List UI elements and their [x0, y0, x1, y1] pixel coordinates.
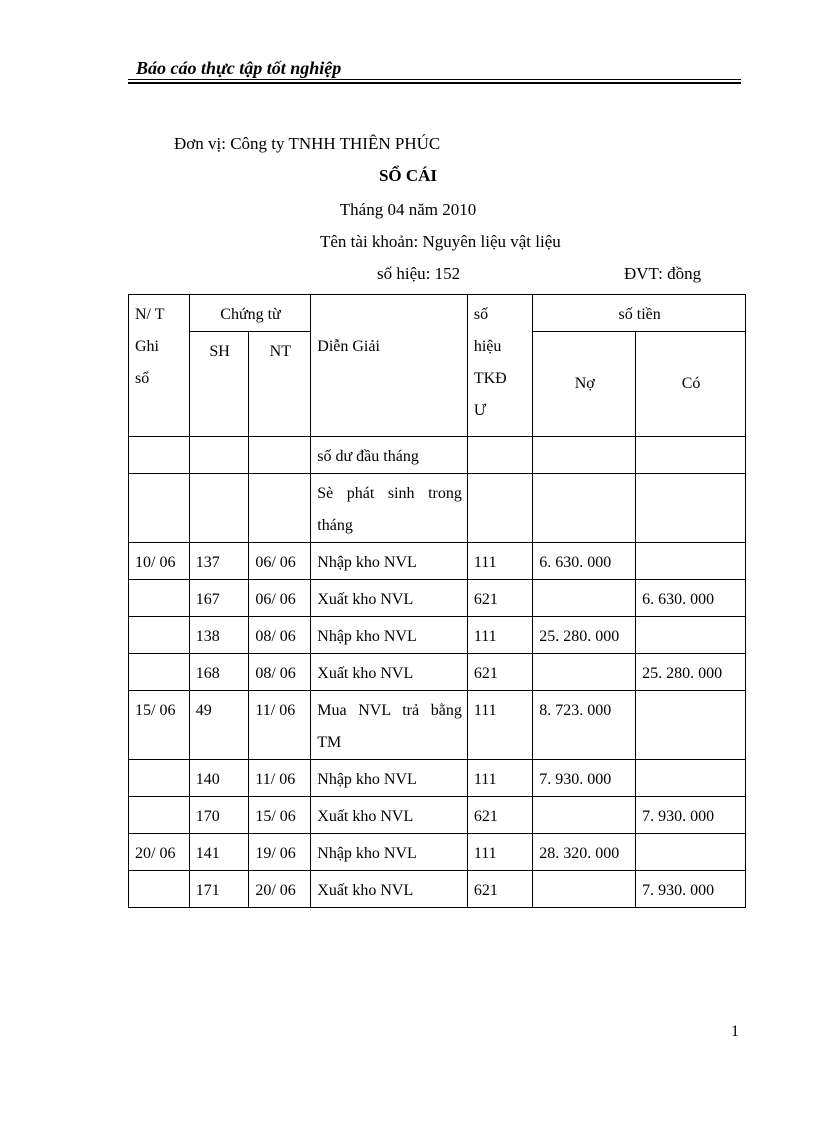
- header-nt-ghi-so: N/ T Ghi sổ: [129, 295, 190, 437]
- cell-tk: 621: [467, 654, 532, 691]
- cell-nt-ghi-so: [129, 617, 190, 654]
- cell-sh: 49: [189, 691, 249, 760]
- cell-dien-giai: Mua NVL trả bằng TM: [311, 691, 468, 760]
- cell-co: 7. 930. 000: [636, 797, 746, 834]
- header-nt: NT: [249, 332, 311, 437]
- cell-sh: 140: [189, 760, 249, 797]
- cell-no: [533, 871, 636, 908]
- cell-no: [533, 437, 636, 474]
- cell-no: 6. 630. 000: [533, 543, 636, 580]
- cell-nt-ghi-so: [129, 654, 190, 691]
- cell-no: 28. 320. 000: [533, 834, 636, 871]
- cell-co: [636, 691, 746, 760]
- table-row: [129, 797, 746, 834]
- cell-nt-ghi-so: [129, 797, 190, 834]
- cell-sh: 137: [189, 543, 249, 580]
- header-so-hieu-tkdu: số hiệu TKĐ Ư: [467, 295, 532, 437]
- table-row: [129, 617, 746, 654]
- cell-dien-giai: số dư đầu tháng: [311, 437, 468, 474]
- table-row: [129, 834, 746, 871]
- cell-tk: [467, 437, 532, 474]
- cell-co: [636, 834, 746, 871]
- header-chung-tu: Chứng từ: [189, 295, 311, 332]
- cell-no: 25. 280. 000: [533, 617, 636, 654]
- cell-nt: 11/ 06: [249, 691, 311, 760]
- table-row: [129, 474, 746, 543]
- cell-nt-ghi-so: [129, 580, 190, 617]
- cell-dien-giai: Xuất kho NVL: [311, 797, 468, 834]
- header-sh: SH: [189, 332, 249, 437]
- cell-co: 25. 280. 000: [636, 654, 746, 691]
- cell-sh: 168: [189, 654, 249, 691]
- page-number: 1: [731, 1023, 739, 1040]
- header-dien-giai: Diễn Giải: [311, 295, 468, 437]
- cell-dien-giai: Nhập kho NVL: [311, 834, 468, 871]
- cell-dien-giai: Nhập kho NVL: [311, 617, 468, 654]
- cell-sh: 138: [189, 617, 249, 654]
- cell-co: [636, 617, 746, 654]
- table-header-row-1: [129, 295, 746, 332]
- cell-sh: [189, 437, 249, 474]
- cell-tk: 111: [467, 760, 532, 797]
- cell-sh: [189, 474, 249, 543]
- cell-nt-ghi-so: 10/ 06: [129, 543, 190, 580]
- account-number: số hiệu: 152: [377, 264, 461, 283]
- cell-tk: [467, 474, 532, 543]
- cell-nt: [249, 474, 311, 543]
- cell-nt-ghi-so: 20/ 06: [129, 834, 190, 871]
- header-rule-thin: [128, 79, 741, 80]
- cell-nt-ghi-so: [129, 760, 190, 797]
- ledger-table: [128, 294, 746, 908]
- cell-no: 8. 723. 000: [533, 691, 636, 760]
- cell-dien-giai: Xuất kho NVL: [311, 654, 468, 691]
- ledger-title: SỔ CÁI: [378, 166, 438, 185]
- cell-co: [636, 543, 746, 580]
- cell-nt-ghi-so: [129, 474, 190, 543]
- header-so-tien: số tiền: [533, 295, 746, 332]
- cell-tk: 621: [467, 580, 532, 617]
- table-row: [129, 654, 746, 691]
- cell-nt: 15/ 06: [249, 797, 311, 834]
- cell-nt: 20/ 06: [249, 871, 311, 908]
- cell-co: [636, 760, 746, 797]
- header-co: Có: [636, 332, 746, 437]
- table-row: [129, 871, 746, 908]
- cell-nt-ghi-so: [129, 437, 190, 474]
- cell-nt: 11/ 06: [249, 760, 311, 797]
- cell-nt: [249, 437, 311, 474]
- cell-tk: 111: [467, 834, 532, 871]
- cell-no: [533, 580, 636, 617]
- cell-dien-giai: Nhập kho NVL: [311, 760, 468, 797]
- cell-nt: 06/ 06: [249, 580, 311, 617]
- cell-co: [636, 474, 746, 543]
- cell-no: [533, 797, 636, 834]
- company-unit: Đơn vị: Công ty TNHH THIÊN PHÚC: [174, 134, 441, 153]
- cell-nt: 19/ 06: [249, 834, 311, 871]
- cell-dien-giai: Xuất kho NVL: [311, 580, 468, 617]
- table-row: [129, 437, 746, 474]
- table-row: [129, 543, 746, 580]
- cell-co: 7. 930. 000: [636, 871, 746, 908]
- cell-tk: 621: [467, 797, 532, 834]
- cell-tk: 621: [467, 871, 532, 908]
- account-name: Tên tài khoản: Nguyên liệu vật liệu: [320, 232, 561, 251]
- header-no: Nợ: [533, 332, 636, 437]
- cell-nt: 06/ 06: [249, 543, 311, 580]
- cell-sh: 167: [189, 580, 249, 617]
- cell-dien-giai: Sè phát sinh trong tháng: [311, 474, 468, 543]
- report-header-title: Báo cáo thực tập tốt nghiệp: [136, 58, 342, 78]
- cell-no: [533, 474, 636, 543]
- cell-nt-ghi-so: 15/ 06: [129, 691, 190, 760]
- cell-co: 6. 630. 000: [636, 580, 746, 617]
- table-row: [129, 580, 746, 617]
- cell-no: 7. 930. 000: [533, 760, 636, 797]
- cell-sh: 171: [189, 871, 249, 908]
- header-rule-thick: [128, 82, 741, 84]
- cell-co: [636, 437, 746, 474]
- cell-tk: 111: [467, 691, 532, 760]
- cell-no: [533, 654, 636, 691]
- cell-nt-ghi-so: [129, 871, 190, 908]
- cell-nt: 08/ 06: [249, 654, 311, 691]
- cell-nt: 08/ 06: [249, 617, 311, 654]
- cell-dien-giai: Xuất kho NVL: [311, 871, 468, 908]
- cell-tk: 111: [467, 543, 532, 580]
- currency-unit: ĐVT: đồng: [624, 264, 702, 283]
- cell-sh: 170: [189, 797, 249, 834]
- ledger-month: Tháng 04 năm 2010: [339, 200, 477, 219]
- table-row: [129, 760, 746, 797]
- cell-sh: 141: [189, 834, 249, 871]
- cell-tk: 111: [467, 617, 532, 654]
- cell-dien-giai: Nhập kho NVL: [311, 543, 468, 580]
- table-row: [129, 691, 746, 760]
